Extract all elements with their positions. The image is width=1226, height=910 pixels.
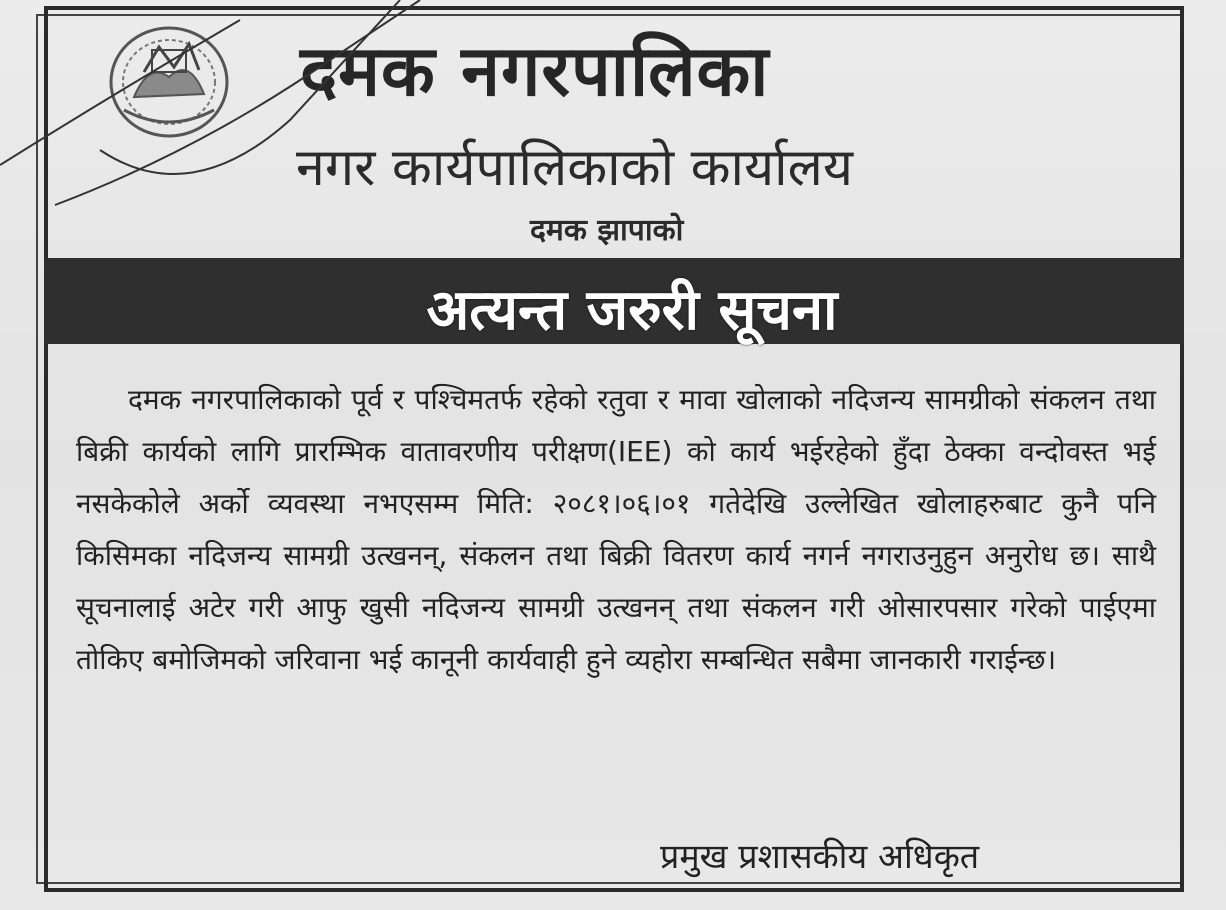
- location-label: दमक झापाको: [530, 213, 684, 248]
- municipality-emblem-icon: [104, 22, 234, 142]
- signatory-title: प्रमुख प्रशासकीय अधिकृत: [660, 837, 980, 877]
- office-subtitle: नगर कार्यपालिकाको कार्यालय: [296, 138, 854, 198]
- municipality-title: दमक नगरपालिका: [300, 30, 770, 112]
- notice-body: दमक नगरपालिकाको पूर्व र पश्चिमतर्फ रहेको रतुवा र मावा खोलाको नदिजन्य सामग्रीको संकलन तथा बिक्री कार्यको लागि प्रारम्भिक वातावरणीय परीक्षण(IEE) को कार्य भईरहेको हुँदा ठेक्का वन्दोवस्त भई नसकेकोले अर्को व्यवस्था नभएसम्म मिति: २०८१।०६।०१ गतेदेखि उल्लेखित खोलाहरुबाट कुनै पनि किसिमका नदिजन्य सामग्री उत्खनन्, संकलन तथा बिक्री वितरण कार्य नगर्न नगराउनुहुन अनुरोध छ। साथै सूचनालाई अटेर गरी आफु खुसी नदिजन्य सामग्री उत्खनन् तथा संकलन गरी ओसारपसार गरेको पाईएमा तोकिए बमोजिमको जरिवाना भई कानूनी कार्यवाही हुने व्यहोरा सम्बन्धित सबैमा जानकारी गराईन्छ।: [76, 383, 1156, 676]
- banner-heading: अत्यन्त जरुरी सूचना: [426, 278, 838, 343]
